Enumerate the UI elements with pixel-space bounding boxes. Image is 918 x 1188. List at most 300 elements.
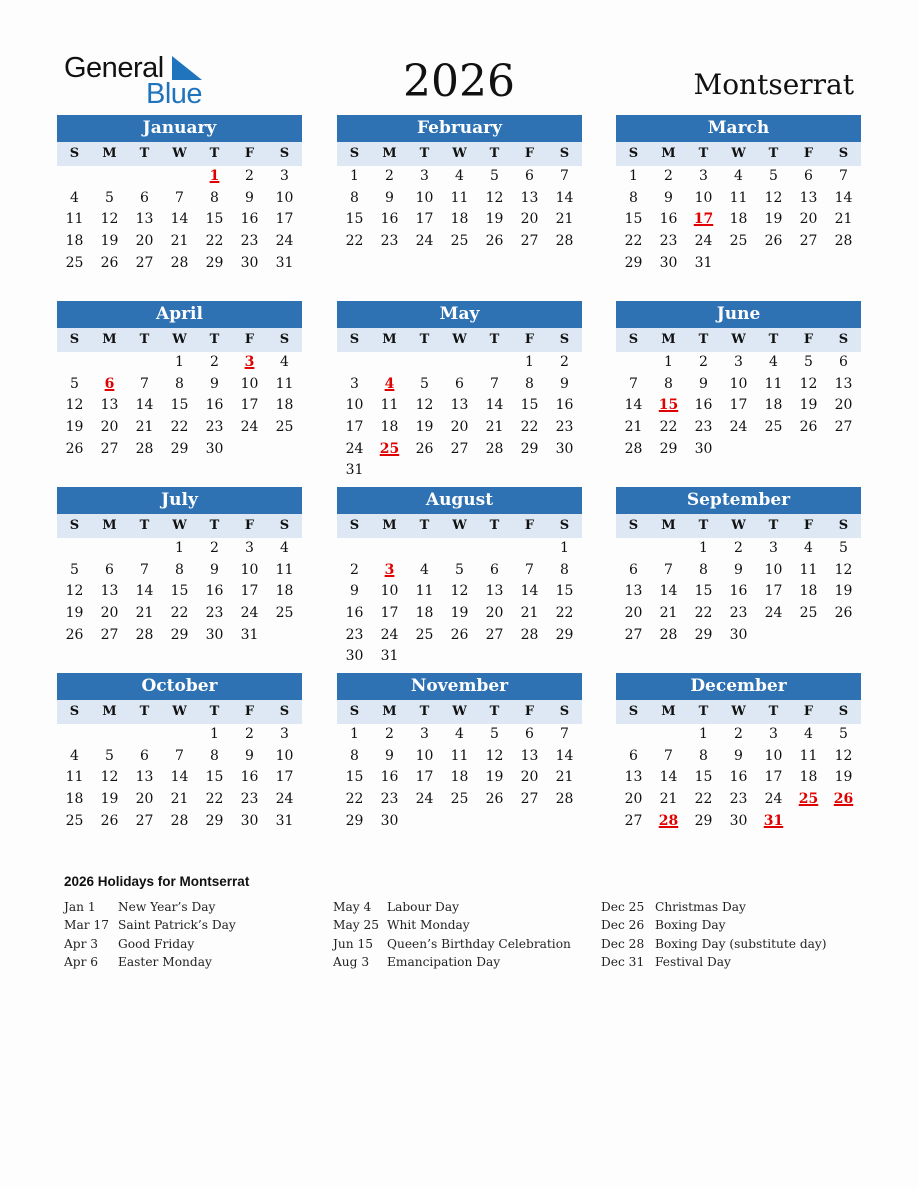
day: 27	[624, 812, 643, 829]
day: 9	[210, 561, 219, 578]
day: 30	[694, 440, 713, 457]
day: 8	[664, 375, 673, 392]
day: 21	[555, 769, 574, 786]
day: 28	[135, 440, 154, 457]
day: 23	[555, 419, 574, 436]
country-name: Montserrat	[693, 68, 854, 101]
day: 8	[175, 561, 184, 578]
day: 4	[420, 561, 429, 578]
day: 28	[170, 254, 189, 271]
empty-cell	[477, 352, 512, 374]
day: 28	[555, 233, 574, 250]
day: 2	[664, 168, 673, 184]
day: 26	[100, 812, 119, 829]
day: 7	[629, 375, 638, 392]
day: 19	[834, 583, 853, 600]
holiday-name: Christmas Day	[655, 900, 746, 914]
day: 29	[694, 626, 713, 643]
weekday-label: T	[209, 146, 220, 161]
day: 26	[485, 791, 504, 808]
day: 17	[240, 397, 259, 414]
day: 22	[170, 419, 189, 436]
day: 29	[345, 812, 364, 829]
day: 21	[170, 233, 189, 250]
day: 13	[834, 375, 853, 392]
day: 4	[280, 540, 289, 556]
day: 17	[415, 769, 434, 786]
day: 6	[525, 726, 534, 742]
holiday-date: Dec 31	[601, 955, 645, 970]
holiday-item	[64, 898, 236, 916]
holiday-day: 17	[693, 211, 714, 228]
day: 3	[734, 354, 743, 370]
empty-cell	[337, 352, 372, 374]
day: 16	[729, 769, 748, 786]
day: 26	[450, 626, 469, 643]
day: 21	[659, 605, 678, 622]
day: 29	[659, 440, 678, 457]
day: 21	[485, 419, 504, 436]
day: 1	[350, 168, 359, 184]
month-title: January	[57, 115, 302, 142]
holiday-item	[333, 953, 571, 971]
day: 17	[275, 769, 294, 786]
month-may	[337, 301, 582, 482]
day: 21	[555, 211, 574, 228]
day: 28	[520, 626, 539, 643]
holiday-day: 1	[209, 168, 220, 184]
day: 23	[380, 791, 399, 808]
holiday-day: 28	[658, 812, 679, 829]
empty-cell	[57, 352, 92, 374]
day: 22	[520, 419, 539, 436]
day: 26	[799, 419, 818, 436]
day: 12	[834, 561, 853, 578]
empty-cell	[512, 538, 547, 560]
day: 5	[70, 561, 79, 578]
day: 25	[275, 419, 294, 436]
weekday-label: T	[768, 332, 779, 347]
day: 5	[804, 354, 813, 370]
day: 21	[135, 419, 154, 436]
day: 29	[555, 626, 574, 643]
day: 26	[100, 254, 119, 271]
day: 24	[694, 233, 713, 250]
day: 29	[520, 440, 539, 457]
day: 23	[205, 419, 224, 436]
day: 21	[659, 791, 678, 808]
day: 1	[175, 540, 184, 556]
day: 4	[70, 747, 79, 764]
day: 12	[485, 747, 504, 764]
holiday-name: Queen’s Birthday Celebration	[387, 936, 571, 951]
month-december	[616, 673, 861, 832]
day: 22	[205, 233, 224, 250]
day: 29	[205, 812, 224, 829]
day: 17	[729, 397, 748, 414]
day: 6	[839, 354, 848, 370]
holiday-item	[333, 935, 571, 953]
day-grid	[57, 538, 302, 646]
day: 19	[65, 605, 84, 622]
weekday-label: F	[803, 332, 814, 347]
empty-cell	[57, 166, 92, 188]
day: 6	[629, 747, 638, 764]
month-title: March	[616, 115, 861, 142]
day: 22	[170, 605, 189, 622]
day: 7	[175, 747, 184, 764]
day: 15	[170, 583, 189, 600]
holiday-date: Jun 15	[333, 936, 373, 951]
day: 16	[240, 211, 259, 228]
weekday-label: T	[698, 332, 709, 347]
day: 23	[240, 233, 259, 250]
day: 15	[624, 211, 643, 228]
weekday-label: T	[698, 518, 709, 533]
day-grid	[337, 352, 582, 482]
day: 10	[275, 189, 294, 206]
month-march	[616, 115, 861, 274]
day: 21	[170, 791, 189, 808]
month-title: May	[337, 301, 582, 328]
empty-cell	[616, 724, 651, 746]
day: 6	[140, 747, 149, 764]
day: 9	[385, 189, 394, 206]
day: 12	[834, 747, 853, 764]
day: 6	[105, 561, 114, 578]
day: 22	[345, 791, 364, 808]
day: 20	[520, 211, 539, 228]
day: 2	[245, 168, 254, 184]
day: 16	[345, 605, 364, 622]
day: 6	[140, 189, 149, 206]
holiday-item	[333, 898, 571, 916]
day: 19	[485, 769, 504, 786]
day: 10	[415, 189, 434, 206]
empty-cell	[616, 352, 651, 374]
day: 21	[135, 605, 154, 622]
day: 14	[135, 583, 154, 600]
day: 9	[385, 747, 394, 764]
empty-cell	[57, 538, 92, 560]
day: 8	[210, 747, 219, 764]
day: 9	[699, 375, 708, 392]
day: 5	[420, 375, 429, 392]
day: 30	[345, 648, 364, 665]
day: 19	[450, 605, 469, 622]
day: 12	[485, 189, 504, 206]
day: 5	[839, 726, 848, 742]
holiday-item	[64, 916, 236, 934]
holiday-date: Mar 17	[64, 918, 109, 933]
day-grid	[616, 352, 861, 460]
day: 19	[65, 419, 84, 436]
day: 6	[525, 168, 534, 184]
weekday-label: W	[172, 146, 187, 161]
day: 17	[415, 211, 434, 228]
day: 4	[280, 354, 289, 370]
weekday-label: S	[628, 332, 639, 347]
day: 18	[764, 397, 783, 414]
day: 15	[694, 583, 713, 600]
day: 14	[659, 769, 678, 786]
day: 9	[734, 747, 743, 764]
day: 24	[764, 791, 783, 808]
holiday-list	[64, 874, 864, 970]
day: 2	[245, 726, 254, 742]
empty-cell	[92, 538, 127, 560]
holiday-name: Boxing Day	[655, 918, 726, 933]
day: 24	[764, 605, 783, 622]
day: 19	[799, 397, 818, 414]
holiday-date: Apr 3	[64, 936, 99, 951]
day: 9	[350, 583, 359, 600]
weekday-label: F	[524, 146, 535, 161]
day: 12	[100, 211, 119, 228]
weekday-label: W	[452, 332, 467, 347]
day: 17	[764, 583, 783, 600]
day: 4	[804, 540, 813, 556]
weekday-label: W	[731, 332, 746, 347]
empty-cell	[477, 538, 512, 560]
day: 23	[729, 605, 748, 622]
day: 6	[490, 561, 499, 578]
weekday-label: F	[803, 518, 814, 533]
day: 24	[729, 419, 748, 436]
day: 20	[100, 419, 119, 436]
day: 19	[100, 233, 119, 250]
day: 21	[624, 419, 643, 436]
day: 27	[135, 254, 154, 271]
weekday-label: T	[419, 518, 430, 533]
day: 26	[65, 440, 84, 457]
day: 7	[140, 375, 149, 392]
day-grid	[616, 538, 861, 646]
day: 26	[485, 233, 504, 250]
holiday-day: 25	[798, 791, 819, 808]
day: 13	[485, 583, 504, 600]
weekday-label: M	[661, 518, 676, 533]
day: 28	[170, 812, 189, 829]
day: 23	[659, 233, 678, 250]
day: 14	[485, 397, 504, 414]
holiday-day: 26	[833, 791, 854, 808]
day: 25	[65, 812, 84, 829]
weekday-label: W	[172, 704, 187, 719]
weekday-label: F	[244, 146, 255, 161]
day: 9	[245, 747, 254, 764]
day: 25	[65, 254, 84, 271]
day: 6	[629, 561, 638, 578]
day: 26	[834, 605, 853, 622]
day: 13	[624, 769, 643, 786]
day: 3	[769, 540, 778, 556]
weekday-label: S	[559, 332, 570, 347]
day: 5	[490, 168, 499, 184]
day: 25	[799, 605, 818, 622]
empty-cell	[372, 352, 407, 374]
day: 9	[734, 561, 743, 578]
weekday-label: S	[349, 704, 360, 719]
month-title: October	[57, 673, 302, 700]
page-title-year: 2026	[403, 56, 515, 107]
weekday-label: M	[102, 332, 117, 347]
day: 1	[175, 354, 184, 370]
day: 11	[450, 747, 469, 764]
day: 16	[380, 211, 399, 228]
day: 11	[450, 189, 469, 206]
weekday-header	[616, 328, 861, 352]
day: 22	[555, 605, 574, 622]
weekday-label: F	[244, 704, 255, 719]
logo-blue-text: Blue	[146, 78, 203, 110]
day: 14	[624, 397, 643, 414]
day: 25	[450, 791, 469, 808]
day: 14	[170, 211, 189, 228]
weekday-label: W	[452, 704, 467, 719]
day: 16	[240, 769, 259, 786]
day: 10	[694, 189, 713, 206]
day: 3	[420, 168, 429, 184]
holiday-item	[601, 916, 827, 934]
holiday-day: 15	[658, 397, 679, 414]
day: 8	[525, 375, 534, 392]
day: 20	[624, 791, 643, 808]
day: 30	[205, 626, 224, 643]
day: 15	[345, 769, 364, 786]
day: 21	[834, 211, 853, 228]
month-july	[57, 487, 302, 646]
weekday-label: S	[628, 518, 639, 533]
weekday-label: M	[382, 146, 397, 161]
day: 8	[175, 375, 184, 392]
day: 12	[65, 397, 84, 414]
day: 28	[834, 233, 853, 250]
day: 21	[520, 605, 539, 622]
month-title: June	[616, 301, 861, 328]
day: 13	[799, 189, 818, 206]
day: 7	[175, 189, 184, 206]
day: 15	[520, 397, 539, 414]
day: 23	[205, 605, 224, 622]
day: 7	[560, 168, 569, 184]
day: 31	[275, 812, 294, 829]
day: 18	[450, 769, 469, 786]
day: 27	[834, 419, 853, 436]
day: 17	[275, 211, 294, 228]
weekday-header	[57, 514, 302, 538]
day: 16	[694, 397, 713, 414]
holiday-name: Labour Day	[387, 900, 459, 914]
day: 27	[100, 440, 119, 457]
weekday-label: W	[452, 518, 467, 533]
day: 7	[664, 561, 673, 578]
day: 9	[245, 189, 254, 206]
weekday-label: F	[803, 146, 814, 161]
day: 1	[210, 726, 219, 742]
empty-cell	[127, 724, 162, 746]
day: 27	[100, 626, 119, 643]
month-october	[57, 673, 302, 832]
weekday-label: T	[139, 332, 150, 347]
empty-cell	[92, 166, 127, 188]
day: 11	[415, 583, 434, 600]
empty-cell	[651, 538, 686, 560]
weekday-label: W	[731, 146, 746, 161]
day: 14	[170, 769, 189, 786]
day: 11	[275, 561, 294, 578]
weekday-label: T	[139, 518, 150, 533]
holiday-list-title: 2026 Holidays for Montserrat	[64, 874, 250, 889]
day: 3	[420, 726, 429, 742]
weekday-label: M	[661, 146, 676, 161]
day-grid	[337, 166, 582, 253]
weekday-header	[337, 700, 582, 724]
day: 30	[729, 812, 748, 829]
weekday-label: S	[628, 146, 639, 161]
day: 8	[699, 561, 708, 578]
day: 22	[694, 791, 713, 808]
day: 5	[455, 561, 464, 578]
month-title: December	[616, 673, 861, 700]
day: 24	[345, 440, 364, 457]
day-grid	[57, 166, 302, 274]
day: 18	[729, 211, 748, 228]
day: 6	[455, 375, 464, 392]
weekday-label: M	[102, 146, 117, 161]
day: 31	[240, 626, 259, 643]
weekday-label: S	[838, 332, 849, 347]
day: 3	[280, 726, 289, 742]
holiday-item	[601, 898, 827, 916]
weekday-header	[337, 328, 582, 352]
weekday-label: T	[698, 704, 709, 719]
day: 13	[100, 397, 119, 414]
empty-cell	[442, 352, 477, 374]
empty-cell	[127, 352, 162, 374]
day: 16	[380, 769, 399, 786]
day: 27	[520, 233, 539, 250]
weekday-label: T	[419, 332, 430, 347]
month-title: August	[337, 487, 582, 514]
day: 22	[624, 233, 643, 250]
day: 15	[345, 211, 364, 228]
day: 30	[380, 812, 399, 829]
day: 2	[385, 168, 394, 184]
day: 29	[624, 254, 643, 271]
empty-cell	[407, 352, 442, 374]
holiday-date: May 25	[333, 918, 380, 933]
weekday-label: W	[172, 332, 187, 347]
holiday-date: Dec 26	[601, 918, 645, 933]
day: 24	[275, 791, 294, 808]
day: 5	[70, 375, 79, 392]
weekday-header	[57, 700, 302, 724]
day: 7	[490, 375, 499, 392]
day: 11	[799, 747, 818, 764]
day: 15	[205, 211, 224, 228]
weekday-header	[616, 700, 861, 724]
weekday-label: S	[628, 704, 639, 719]
day-grid	[57, 724, 302, 832]
day: 12	[65, 583, 84, 600]
day: 28	[659, 626, 678, 643]
empty-cell	[127, 166, 162, 188]
day: 2	[560, 354, 569, 370]
day: 2	[699, 354, 708, 370]
day: 10	[764, 561, 783, 578]
weekday-label: S	[838, 146, 849, 161]
